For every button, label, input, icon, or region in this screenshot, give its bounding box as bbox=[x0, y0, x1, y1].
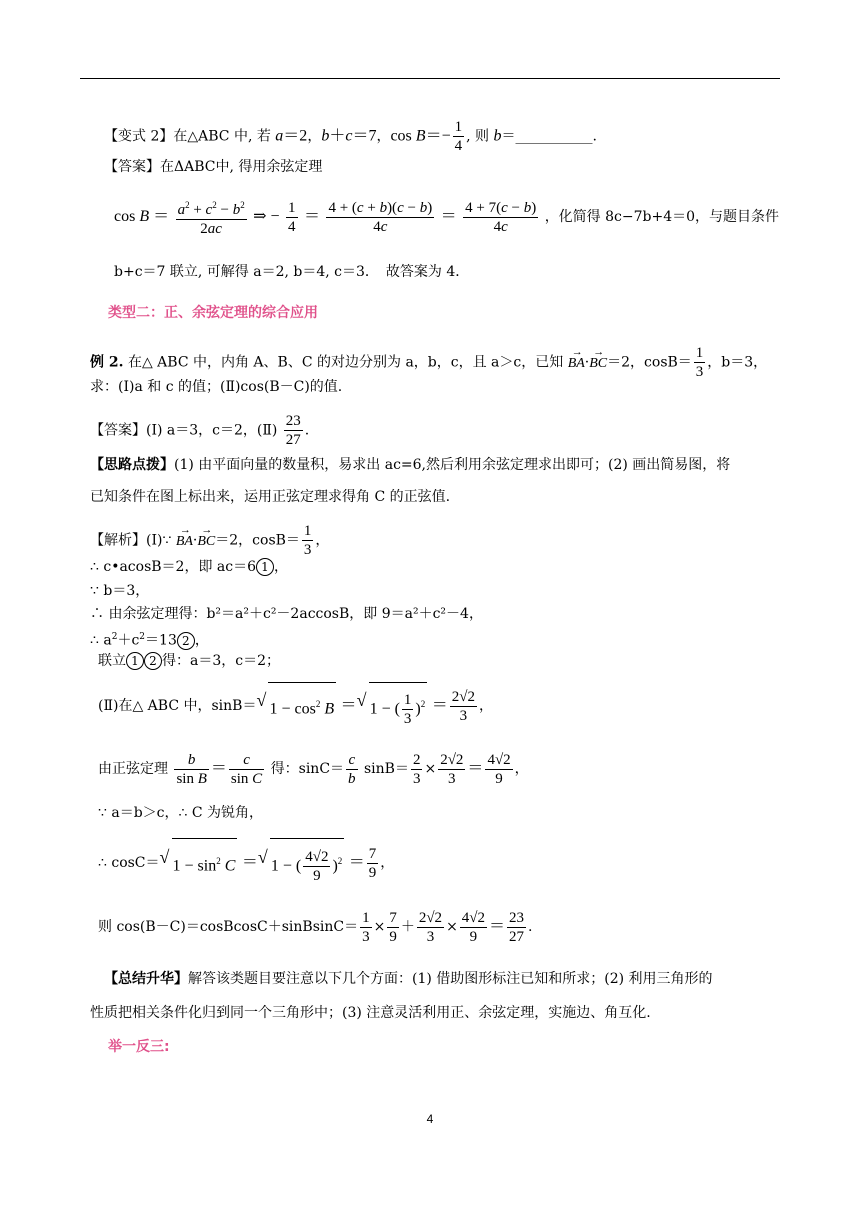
example2-answer: 【答案】(Ⅰ) a＝3，c＝2，(Ⅱ) $\frac{23}{27}$ . bbox=[90, 413, 310, 448]
solution-step6: 联立 1 2 得：a＝3，c＝2； bbox=[98, 653, 281, 669]
summary-line2: 性质把相关条件化归到同一个三角形中；(3) 注意灵活利用正、余弦定理，实施边、角互化. bbox=[90, 1005, 651, 1021]
hint-line2: 已知条件在图上标出来，运用正弦定理求得角 C 的正弦值. bbox=[90, 489, 451, 505]
example2-label: 例 2. bbox=[90, 354, 124, 371]
solution-step2: ∴ c•acosB＝2，即 ac＝6 1 ， bbox=[90, 559, 288, 575]
fraction: $\frac{1}{4}$ bbox=[454, 119, 463, 154]
variant2-answer-intro bbox=[104, 158, 322, 176]
fraction: $\frac{a^2 + c^2 - b^2}{2ac}$ bbox=[176, 196, 247, 238]
fraction: $\frac{23}{27}$ bbox=[285, 413, 301, 448]
fraction: $\frac{1}{3}$ bbox=[303, 523, 312, 558]
answer-label: 【答案】 bbox=[90, 422, 146, 439]
variant2-question: 【变式 2】在△ABC 中, 若 a＝2，b＋c＝7，cos B＝− $\frac{1}{4}$ , 则 b＝___________. bbox=[104, 119, 597, 154]
example2-question-line2: 求：(Ⅰ)a 和 c 的值；(Ⅱ)cos(B－C)的值. bbox=[90, 379, 343, 395]
type2-heading: 类型二：正、余弦定理的综合应用 bbox=[108, 305, 318, 321]
solution-step3: ∵ b＝3， bbox=[90, 583, 150, 599]
solution-step1: 【解析】(Ⅰ)∵ → BA·→ BC＝2，cosB＝ $\frac{1}{3}$ ， bbox=[90, 522, 329, 559]
summary-label: 【总结升华】 bbox=[104, 971, 188, 987]
solution-step11: 则 cos(B－C)＝cosBcosC＋sinBsinC＝ $\frac{1}{3}$ × $\frac{7}{9}$ ＋ $\frac{2√2}{3}$ × $\frac{4√2}{9}$ ＝ $\frac{23}{27}$ . bbox=[98, 909, 533, 945]
solution-step4: ∴ 由余弦定理得：b²＝a²＋c²－2accosB，即 9＝a²＋c²－4， bbox=[90, 606, 483, 622]
simplify-text: ，化简得 8c−7b+4＝0，与题目条件 bbox=[544, 209, 780, 225]
fraction: $\frac{1}{4}$ bbox=[288, 199, 296, 235]
summary-line1 bbox=[104, 970, 713, 988]
hint-text1: (1) 由平面向量的数量积，易求出 ac=6,然后利用余弦定理求出即可；(2) 画出简易图，将 bbox=[174, 457, 731, 473]
circled-2: 2 bbox=[177, 632, 195, 650]
variant2-label: 【变式 2】 bbox=[104, 128, 174, 145]
fraction: $\frac{2√2}{3}$ bbox=[451, 688, 475, 724]
fraction: $\frac{1}{3}$ bbox=[695, 345, 704, 380]
solution-step10: ∴ cosC＝√ $1 - \sin^2 C$ ＝√ 1 − ( $\frac{4√2}{9}$ )$^2$ ＝ $\frac{7}{9}$ ， bbox=[98, 838, 394, 888]
solution-label: 【解析】 bbox=[90, 532, 146, 549]
fraction: $\frac{7}{9}$ bbox=[368, 845, 377, 881]
answer-intro: 在ΔABC中, 得用余弦定理 bbox=[160, 159, 323, 175]
practice-heading: 举一反三: bbox=[108, 1039, 170, 1055]
answer-label: 【答案】 bbox=[104, 159, 160, 175]
hint-label: 【思路点拨】 bbox=[90, 457, 174, 473]
solution-step8: 由正弦定理 $\frac{b}{\text{sin B}}$ ＝ $\frac{c}{\text{sin C}}$ 得：sinC＝ $\frac{c}{b}$ sinB＝ $\frac{2}{3}$ × $\frac{2√2}{3}$ ＝ $\frac{4√2}{9}$ ， bbox=[98, 751, 529, 787]
circled-1: 1 bbox=[256, 558, 274, 576]
variant2-conclusion: b+c＝7 联立, 可解得 a＝2, b＝4, c＝3． 故答案为 4． bbox=[114, 264, 470, 280]
fraction: $\frac{23}{27}$ bbox=[509, 909, 525, 945]
header-rule bbox=[80, 78, 780, 79]
solution-step5: ∴ $a^2+c^2=13$ 2 ， bbox=[90, 632, 209, 649]
fraction: $\frac{4 + (c + b)(c - b)}{4c}$ bbox=[328, 199, 433, 235]
solution-step9: ∵ a＝b＞c，∴ C 为锐角， bbox=[98, 805, 264, 821]
fraction: $\frac{4 + 7(c - b)}{4c}$ bbox=[465, 199, 537, 235]
example2-question-line1: 例 2. 在△ ABC 中，内角 A、B、C 的对边分别为 a，b，c，且 a＞c，已知 → BA·→ BC＝2，cosB＝ $\frac{1}{3}$ ，b＝3， bbox=[90, 344, 767, 381]
page-number: 4 bbox=[426, 1112, 434, 1126]
hint-line1 bbox=[90, 456, 730, 474]
summary-text1: 解答该类题目要注意以下几个方面：(1) 借助图形标注已知和所求；(2) 利用三角形的 bbox=[188, 971, 713, 987]
variant2-formula: cos B ＝ $\frac{a^2 + c^2 - b^2}{2ac}$ ⇒ − $\frac{1}{4}$ ＝ $\frac{4 + (c + b)(c - b)}{4c}$ ＝ $\frac{4 + 7(c - b)}{4c}$ ，化简得 8c−7b+4＝0，与题目条件 bbox=[114, 196, 779, 238]
solution-step7: (Ⅱ)在△ ABC 中，sinB＝√ $1 - \cos^2 B$ ＝√ 1 − ( $\frac{1}{3}$ )$^2$ ＝ $\frac{2√2}{3}$ ， bbox=[98, 682, 493, 730]
fraction: $\frac{b}{\text{sin B}}$ bbox=[176, 751, 207, 787]
